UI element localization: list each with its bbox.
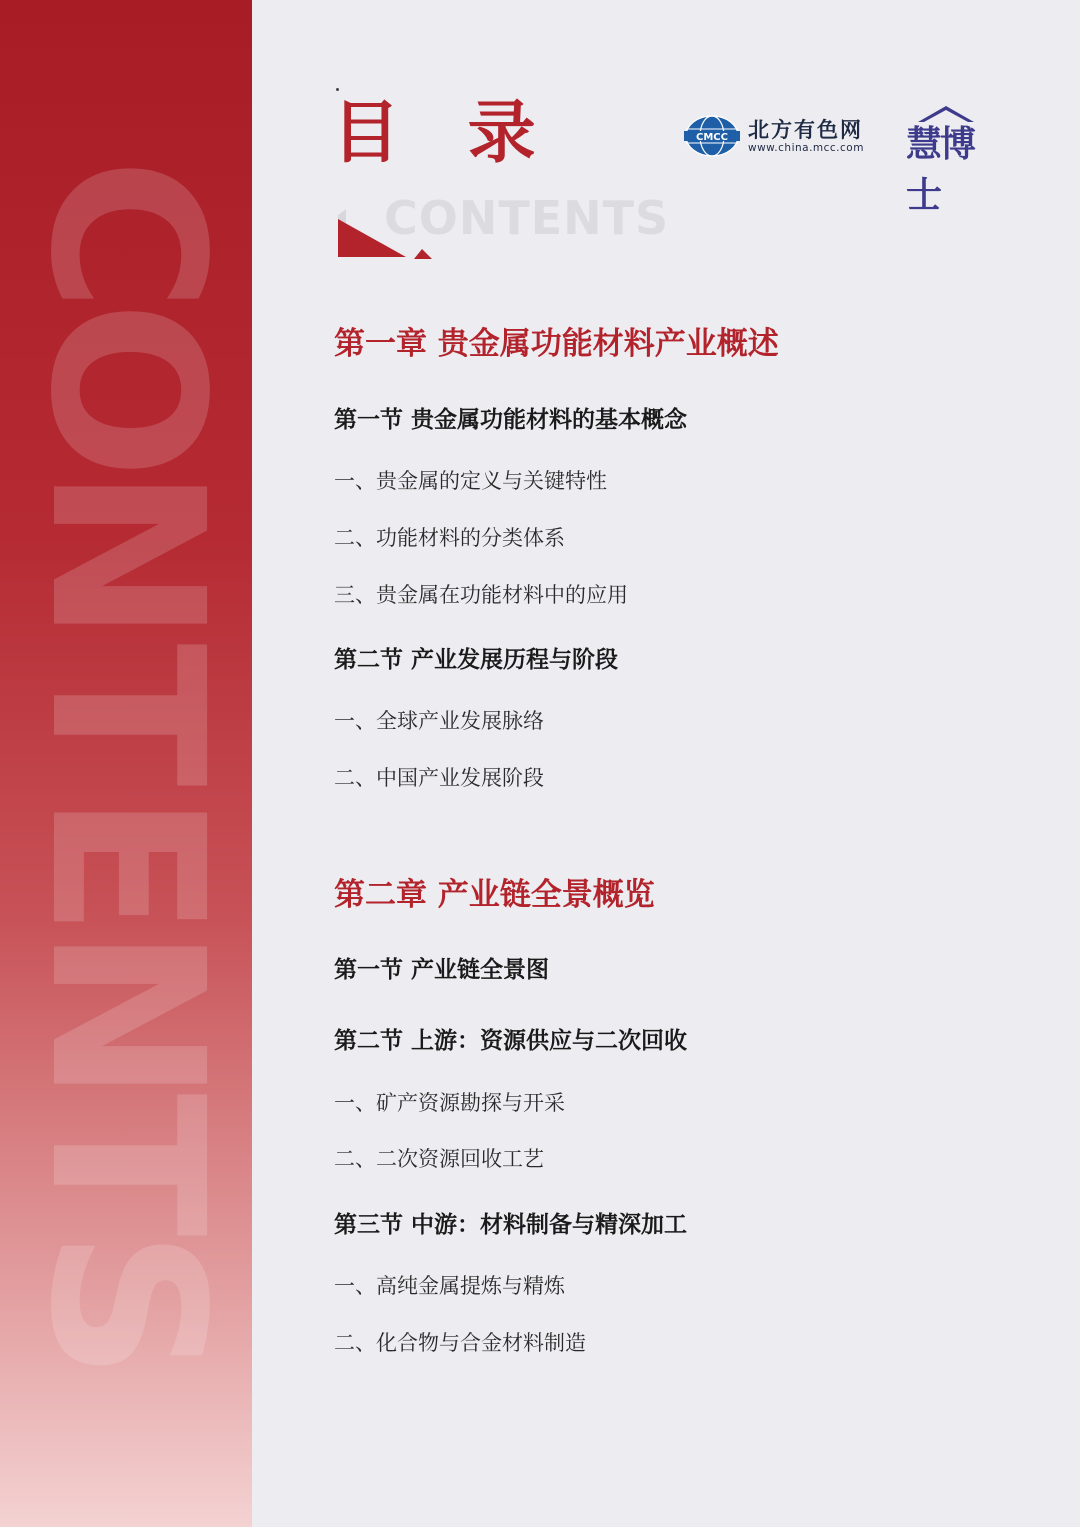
watermark-letter: T <box>4 1093 249 1237</box>
decor-dot <box>336 88 339 91</box>
toc-subitem[interactable]: 二、二次资源回收工艺 <box>334 1147 544 1171</box>
mcc-badge: CMCC <box>696 132 728 143</box>
toc-section[interactable]: 第一节 贵金属功能材料的基本概念 <box>334 407 688 433</box>
toc-subitem[interactable]: 一、高纯金属提炼与精炼 <box>334 1274 565 1298</box>
toc-section[interactable]: 第一节 产业链全景图 <box>334 957 550 983</box>
watermark-letter: E <box>4 793 249 937</box>
toc-subitem[interactable]: 二、功能材料的分类体系 <box>334 526 565 550</box>
toc-section[interactable]: 第二节 产业发展历程与阶段 <box>334 647 619 673</box>
toc-subitem[interactable]: 二、化合物与合金材料制造 <box>334 1331 586 1355</box>
watermark-letter: N <box>4 927 249 1103</box>
title-accent-mark <box>336 205 436 261</box>
hbs-logo-name: 慧博士 <box>906 124 975 216</box>
toc-chapter[interactable]: 第一章 贵金属功能材料产业概述 <box>334 326 779 362</box>
watermark-letter: N <box>4 467 249 643</box>
sidebar-band <box>0 0 252 1527</box>
toc-subitem[interactable]: 二、中国产业发展阶段 <box>334 766 544 790</box>
hbs-logo <box>902 104 1002 216</box>
toc-subitem[interactable]: 一、矿产资源勘探与开采 <box>334 1091 565 1115</box>
toc-subitem[interactable]: 一、全球产业发展脉络 <box>334 709 544 733</box>
mcc-logo-url: www.china.mcc.com <box>748 142 864 154</box>
toc-section[interactable]: 第二节 上游：资源供应与二次回收 <box>334 1028 688 1054</box>
watermark-letter: S <box>4 1229 249 1381</box>
mcc-logo <box>684 110 874 162</box>
toc-chapter[interactable]: 第二章 产业链全景概览 <box>334 877 655 913</box>
watermark-letter: T <box>4 643 249 787</box>
page-title: 目 录 <box>332 94 558 173</box>
toc-subitem[interactable]: 一、贵金属的定义与关键特性 <box>334 469 607 493</box>
toc-section[interactable]: 第三节 中游：材料制备与精深加工 <box>334 1212 688 1238</box>
globe-icon <box>684 114 740 158</box>
watermark-letter: C <box>4 157 249 313</box>
toc-subitem[interactable]: 三、贵金属在功能材料中的应用 <box>334 583 628 607</box>
page-subtitle: CONTENTS <box>384 191 670 245</box>
mcc-logo-name: 北方有色网 <box>748 118 863 142</box>
watermark-letter: O <box>4 300 249 480</box>
